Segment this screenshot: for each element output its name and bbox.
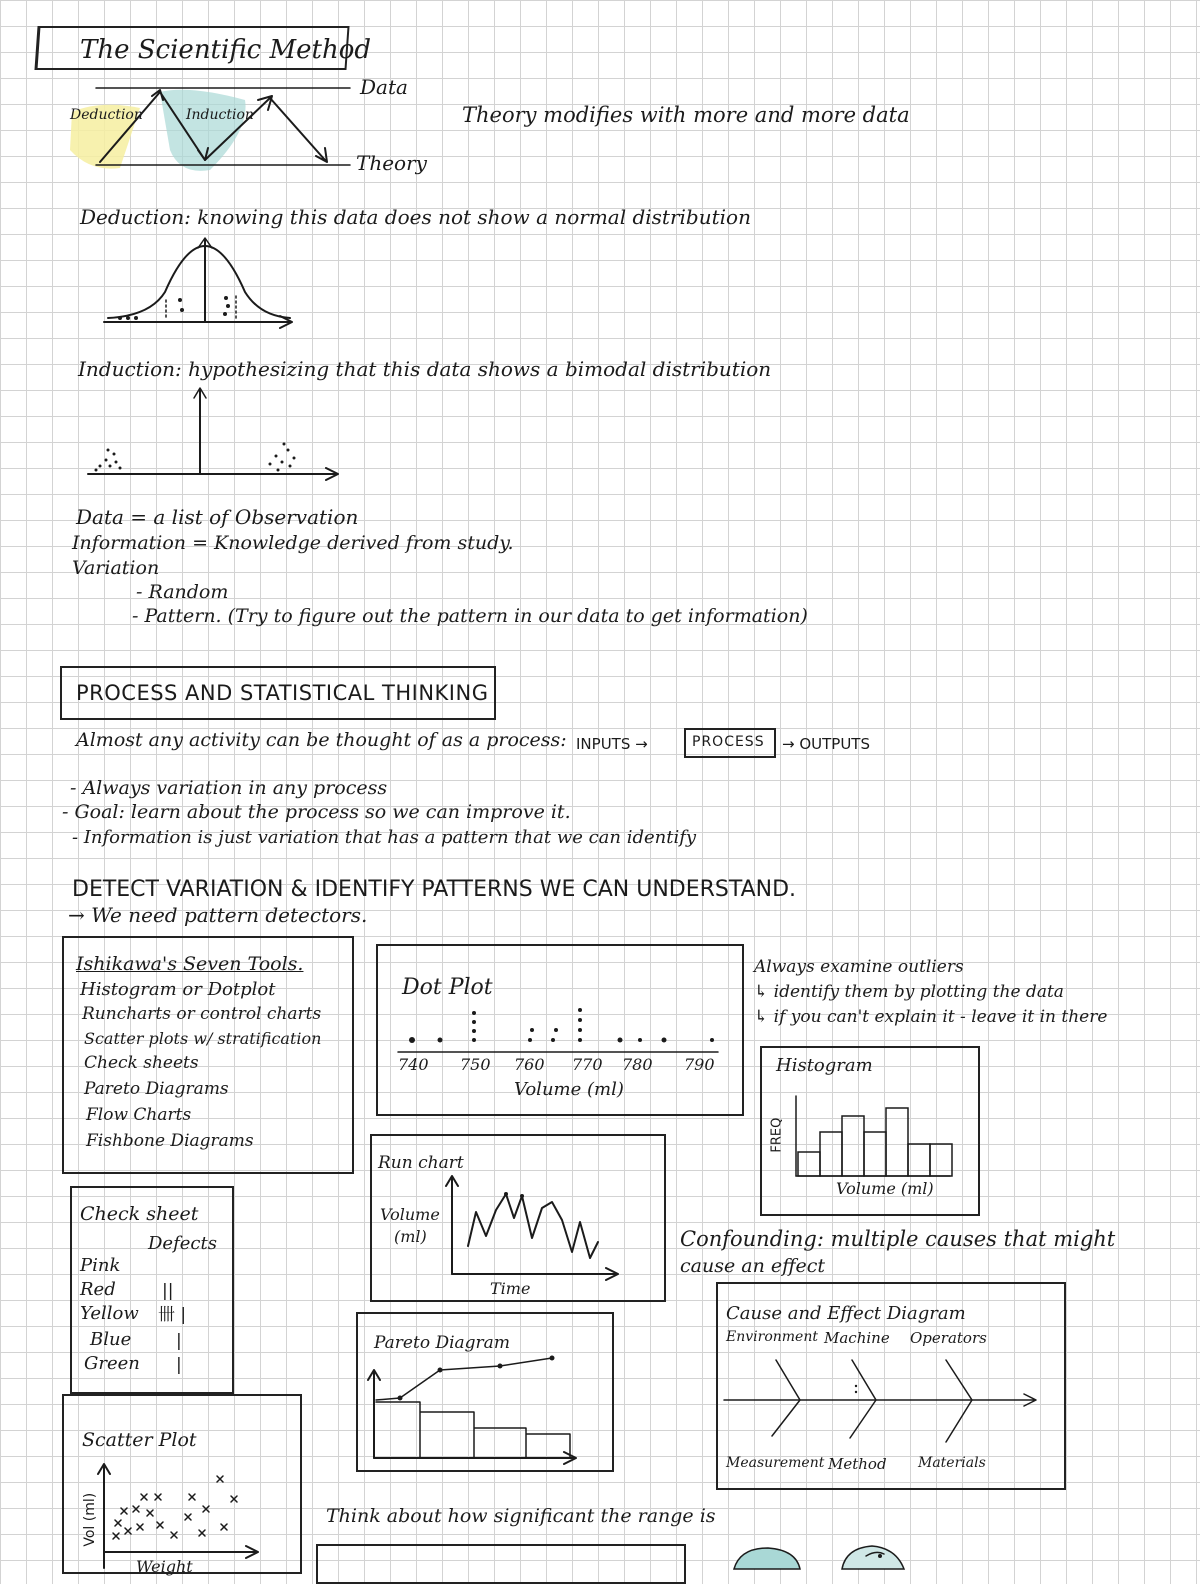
detect-heading: DETECT VARIATION & IDENTIFY PATTERNS WE CAN UNDERSTAND. bbox=[72, 877, 797, 902]
detect-subheading: → We need pattern detectors. bbox=[68, 903, 368, 927]
scatter-xlabel: Weight bbox=[136, 1557, 193, 1576]
ishikawa-item: Histogram or Dotplot bbox=[80, 979, 276, 1000]
run-chart-xlabel: Time bbox=[490, 1279, 531, 1298]
ishikawa-item: Fishbone Diagrams bbox=[86, 1131, 254, 1151]
ishikawa-item: Scatter plots w/ stratification bbox=[84, 1029, 322, 1048]
dot-plot-tick: 770 bbox=[572, 1055, 603, 1074]
check-sheet-tally: | bbox=[176, 1331, 182, 1351]
check-sheet-tally: || bbox=[162, 1281, 174, 1301]
fishbone-cause-label: Operators bbox=[910, 1329, 987, 1347]
fishbone-title: Cause and Effect Diagram bbox=[726, 1303, 966, 1324]
information-definition: Information = Knowledge derived from study. bbox=[72, 532, 514, 554]
range-note: Think about how significant the range is bbox=[326, 1505, 716, 1527]
dot-plot-tick: 750 bbox=[460, 1055, 491, 1074]
fishbone-cause-label: Materials bbox=[918, 1455, 986, 1471]
scatter-ylabel: Vol (ml) bbox=[82, 1492, 99, 1547]
dot-plot-xlabel: Volume (ml) bbox=[514, 1079, 624, 1100]
outliers-note-line: ↳ if you can't explain it - leave it in there bbox=[754, 1007, 1108, 1027]
outliers-note-line: Always examine outliers bbox=[754, 957, 964, 977]
pattern-item: - Pattern. (Try to figure out the pattern in our data to get information) bbox=[132, 605, 808, 627]
check-sheet-row-label: Red bbox=[80, 1279, 116, 1300]
dot-plot-tick: 740 bbox=[398, 1055, 429, 1074]
check-sheet-row-label: Green bbox=[84, 1353, 140, 1374]
outliers-note-line: ↳ identify them by plotting the data bbox=[754, 982, 1064, 1002]
check-sheet-title: Check sheet bbox=[80, 1203, 199, 1225]
theory-note: Theory modifies with more and more data bbox=[462, 103, 910, 127]
confounding-note-line: cause an effect bbox=[680, 1255, 826, 1277]
process-heading: PROCESS AND STATISTICAL THINKING bbox=[76, 681, 489, 705]
ishikawa-item: Runcharts or control charts bbox=[82, 1004, 322, 1024]
dot-plot-tick: 780 bbox=[622, 1055, 653, 1074]
outputs-label: → OUTPUTS bbox=[782, 735, 870, 753]
page-title: The Scientific Method bbox=[80, 35, 371, 65]
dot-plot-title: Dot Plot bbox=[402, 975, 493, 1000]
run-chart-ylabel-unit: (ml) bbox=[394, 1227, 427, 1246]
run-chart-ylabel: Volume bbox=[380, 1205, 440, 1224]
process-label: PROCESS bbox=[692, 734, 765, 750]
check-sheet-row-label: Yellow bbox=[80, 1303, 139, 1324]
dot-plot-tick: 760 bbox=[514, 1055, 545, 1074]
pareto-title: Pareto Diagram bbox=[374, 1333, 510, 1353]
deduction-label: Deduction bbox=[70, 107, 143, 123]
process-bullet: - Goal: learn about the process so we can improve it. bbox=[62, 801, 571, 823]
histogram-ylabel: FREQ bbox=[769, 1117, 785, 1153]
check-sheet-tally: 卌 | bbox=[158, 1305, 187, 1325]
fishbone-cause-label: Environment bbox=[726, 1329, 818, 1345]
induction-line: Induction: hypothesizing that this data shows a bimodal distribution bbox=[78, 357, 772, 381]
induction-label: Induction bbox=[186, 107, 254, 123]
fishbone-cause-label: Machine bbox=[824, 1329, 890, 1347]
confounding-note-line: Confounding: multiple causes that might bbox=[680, 1227, 1116, 1251]
variation-heading: Variation bbox=[72, 557, 160, 579]
random-item: - Random bbox=[136, 581, 229, 603]
fishbone-cause-label: Method bbox=[828, 1455, 887, 1473]
process-line-text: Almost any activity can be thought of as a process: bbox=[76, 729, 567, 751]
deduction-line: Deduction: knowing this data does not show a normal distribution bbox=[80, 205, 751, 229]
data-label: Data bbox=[360, 75, 408, 99]
check-sheet-column-header: Defects bbox=[148, 1233, 217, 1254]
ishikawa-item: Check sheets bbox=[84, 1053, 199, 1073]
inputs-label: INPUTS → bbox=[576, 735, 648, 753]
check-sheet-tally: | bbox=[176, 1355, 182, 1375]
theory-label: Theory bbox=[356, 151, 427, 175]
process-bullet: - Information is just variation that has a pattern that we can identify bbox=[72, 827, 697, 848]
fishbone-cause-label: Measurement bbox=[726, 1455, 825, 1471]
process-bullet: - Always variation in any process bbox=[70, 777, 388, 799]
histogram-title: Histogram bbox=[776, 1055, 873, 1076]
data-definition: Data = a list of Observation bbox=[76, 505, 359, 529]
ishikawa-title: Ishikawa's Seven Tools. bbox=[76, 953, 304, 975]
run-chart-title: Run chart bbox=[378, 1153, 464, 1173]
ishikawa-item: Pareto Diagrams bbox=[84, 1079, 229, 1099]
check-sheet-row-label: Pink bbox=[80, 1255, 121, 1276]
scatter-title: Scatter Plot bbox=[82, 1429, 197, 1451]
dot-plot-tick: 790 bbox=[684, 1055, 715, 1074]
histogram-xlabel: Volume (ml) bbox=[836, 1179, 934, 1198]
check-sheet-row-label: Blue bbox=[90, 1329, 132, 1350]
ishikawa-item: Flow Charts bbox=[86, 1105, 192, 1125]
